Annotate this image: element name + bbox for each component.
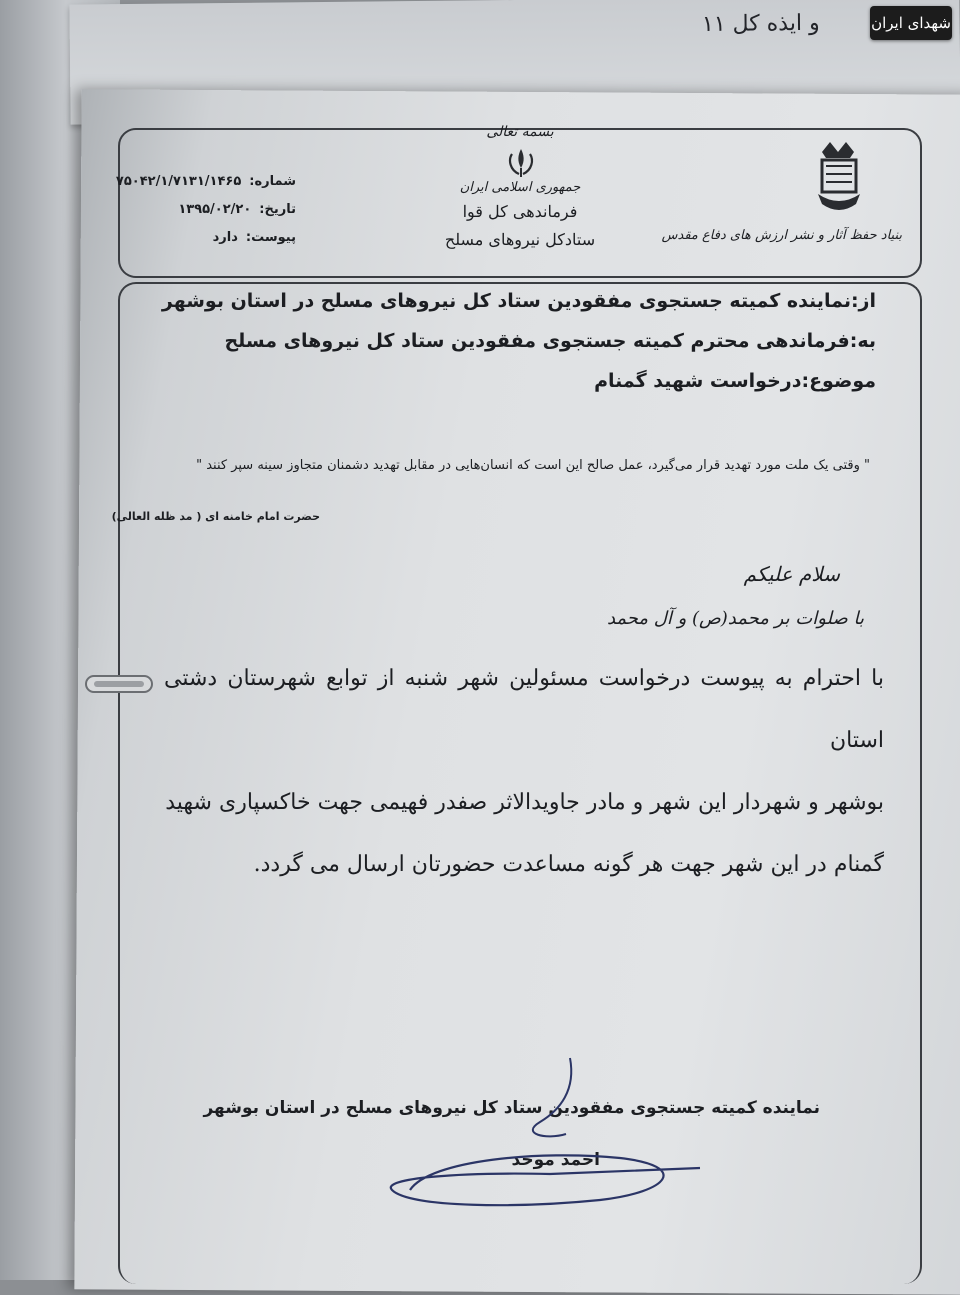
letter-body: [164, 648, 884, 896]
foundation-logo-icon: [808, 138, 870, 220]
number-label: شماره:: [249, 174, 296, 189]
body-line: بوشهر و شهردار این شهر و مادر جاویدالاثر صفدر فهیمی جهت خاکسپاری شهید: [165, 790, 884, 815]
body-line: گمنام در این شهر جهت هر گونه مساعدت حضورتان ارسال می گردد.: [253, 852, 884, 877]
letter-attachment: [213, 230, 296, 245]
watermark-badge: شهدای ایران: [870, 6, 952, 40]
from-line: از:نماینده کمیته جستجوی مفقودین ستاد کل نیروهای مسلح در استان بوشهر: [161, 290, 876, 312]
back-page-scribble: و ایذه کل ۱۱: [701, 10, 820, 38]
iran-emblem-icon: [504, 146, 538, 180]
date-label: تاریخ:: [259, 202, 296, 217]
leader-quote: " وقتی یک ملت مورد تهدید قرار می‌گیرد، عمل صالح این است که انسان‌هایی در مقابل تهدید دشمنان متجاوز سینه سپر کنند ": [196, 458, 870, 473]
salawat: با صلوات بر محمد(ص) و آل محمد: [606, 608, 864, 629]
paper-clip-icon: [84, 672, 154, 696]
handwritten-signature-icon: [370, 1050, 710, 1220]
quote-source: حضرت امام خامنه ای ( مد ظله العالی): [111, 510, 320, 523]
greeting: سلام علیکم: [743, 562, 840, 586]
staff-text: ستادکل نیروهای مسلح: [444, 230, 596, 249]
subject-line: موضوع:درخواست شهید گمنام: [594, 370, 876, 392]
to-line: به:فرماندهی محترم کمیته جستجوی مفقودین ستاد کل نیروهای مسلح: [224, 330, 876, 352]
attach-label: پیوست:: [245, 230, 296, 245]
body-line: با احترام به پیوست درخواست مسئولین شهر شنبه از توابع شهرستان دشتی استان: [164, 666, 884, 753]
date-value: ۱۳۹۵/۰۲/۲۰: [178, 202, 252, 217]
letter-date: [178, 202, 296, 217]
signatory-name: احمد موحد: [511, 1150, 600, 1170]
command-text: فرماندهی کل قوا: [462, 202, 578, 221]
foundation-name: بنیاد حفظ آثار و نشر ارزش های دفاع مقدس: [661, 228, 902, 243]
letter-number: [116, 174, 296, 189]
attach-value: دارد: [212, 230, 238, 245]
signatory-title: نماینده کمیته جستجوی مفقودین ستاد کل نیروهای مسلح در استان بوشهر: [203, 1098, 820, 1118]
bismillah-text: بسمه تعالی: [486, 124, 554, 140]
number-value: ۷۵۰۴۲/۱/۷۱۳۱/۱۴۶۵: [115, 174, 242, 189]
republic-text: جمهوری اسلامی ایران: [459, 180, 581, 195]
